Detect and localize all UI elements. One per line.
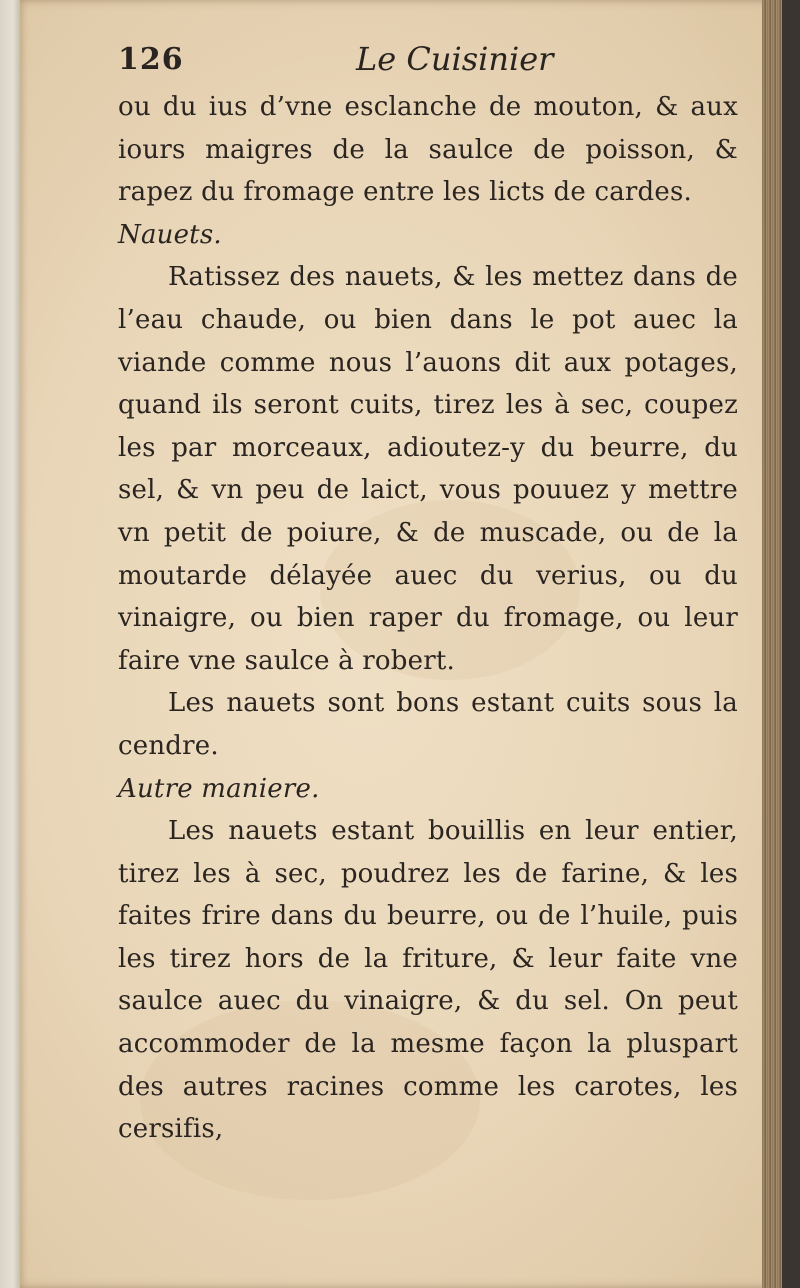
page-header — [96, 38, 736, 82]
section-heading-autre-maniere: Autre maniere. — [118, 773, 320, 804]
section-heading-nauets: Nauets. — [118, 219, 222, 250]
page-text — [118, 86, 738, 1151]
paragraph-nauets: Ratissez des nauets, & les mettez dans de l’eau chaude, ou bien dans le pot auec la viande comme nous l’auons dit aux potages, quand ils seront cuits, tirez les à sec, coupez les par morceaux, adioutez-y du beurre, du sel, & vn peu de laict, vous pouuez y mettre vn petit de poiure, & de muscade, ou de la moutarde délayée auec du verius, ou du vinaigre, ou bien raper du fromage, ou leur faire vne saulce à robert. — [118, 262, 738, 676]
page-fore-edge — [762, 0, 782, 1288]
left-margin — [0, 0, 22, 1288]
paragraph-continued: ou du ius d’vne esclanche de mouton, & aux iours maigres de la saulce de poisson, & rapez du fromage entre les licts de cardes. — [118, 92, 738, 208]
paragraph-cendre: Les nauets sont bons estant cuits sous la cendre. — [118, 688, 738, 761]
paragraph-autre-maniere: Les nauets estant bouillis en leur entier, tirez les à sec, poudrez les de farine, & les faites frire dans du beurre, ou de l’huile, puis les tirez hors de la friture, & leur faite vne saulce auec du vinaigre, & du sel. On peut accommoder de la mesme façon la pluspart des autres racines comme les carotes, les cersifis, — [118, 816, 738, 1145]
running-head: Le Cuisinier — [356, 40, 554, 78]
page-number: 126 — [118, 42, 184, 77]
